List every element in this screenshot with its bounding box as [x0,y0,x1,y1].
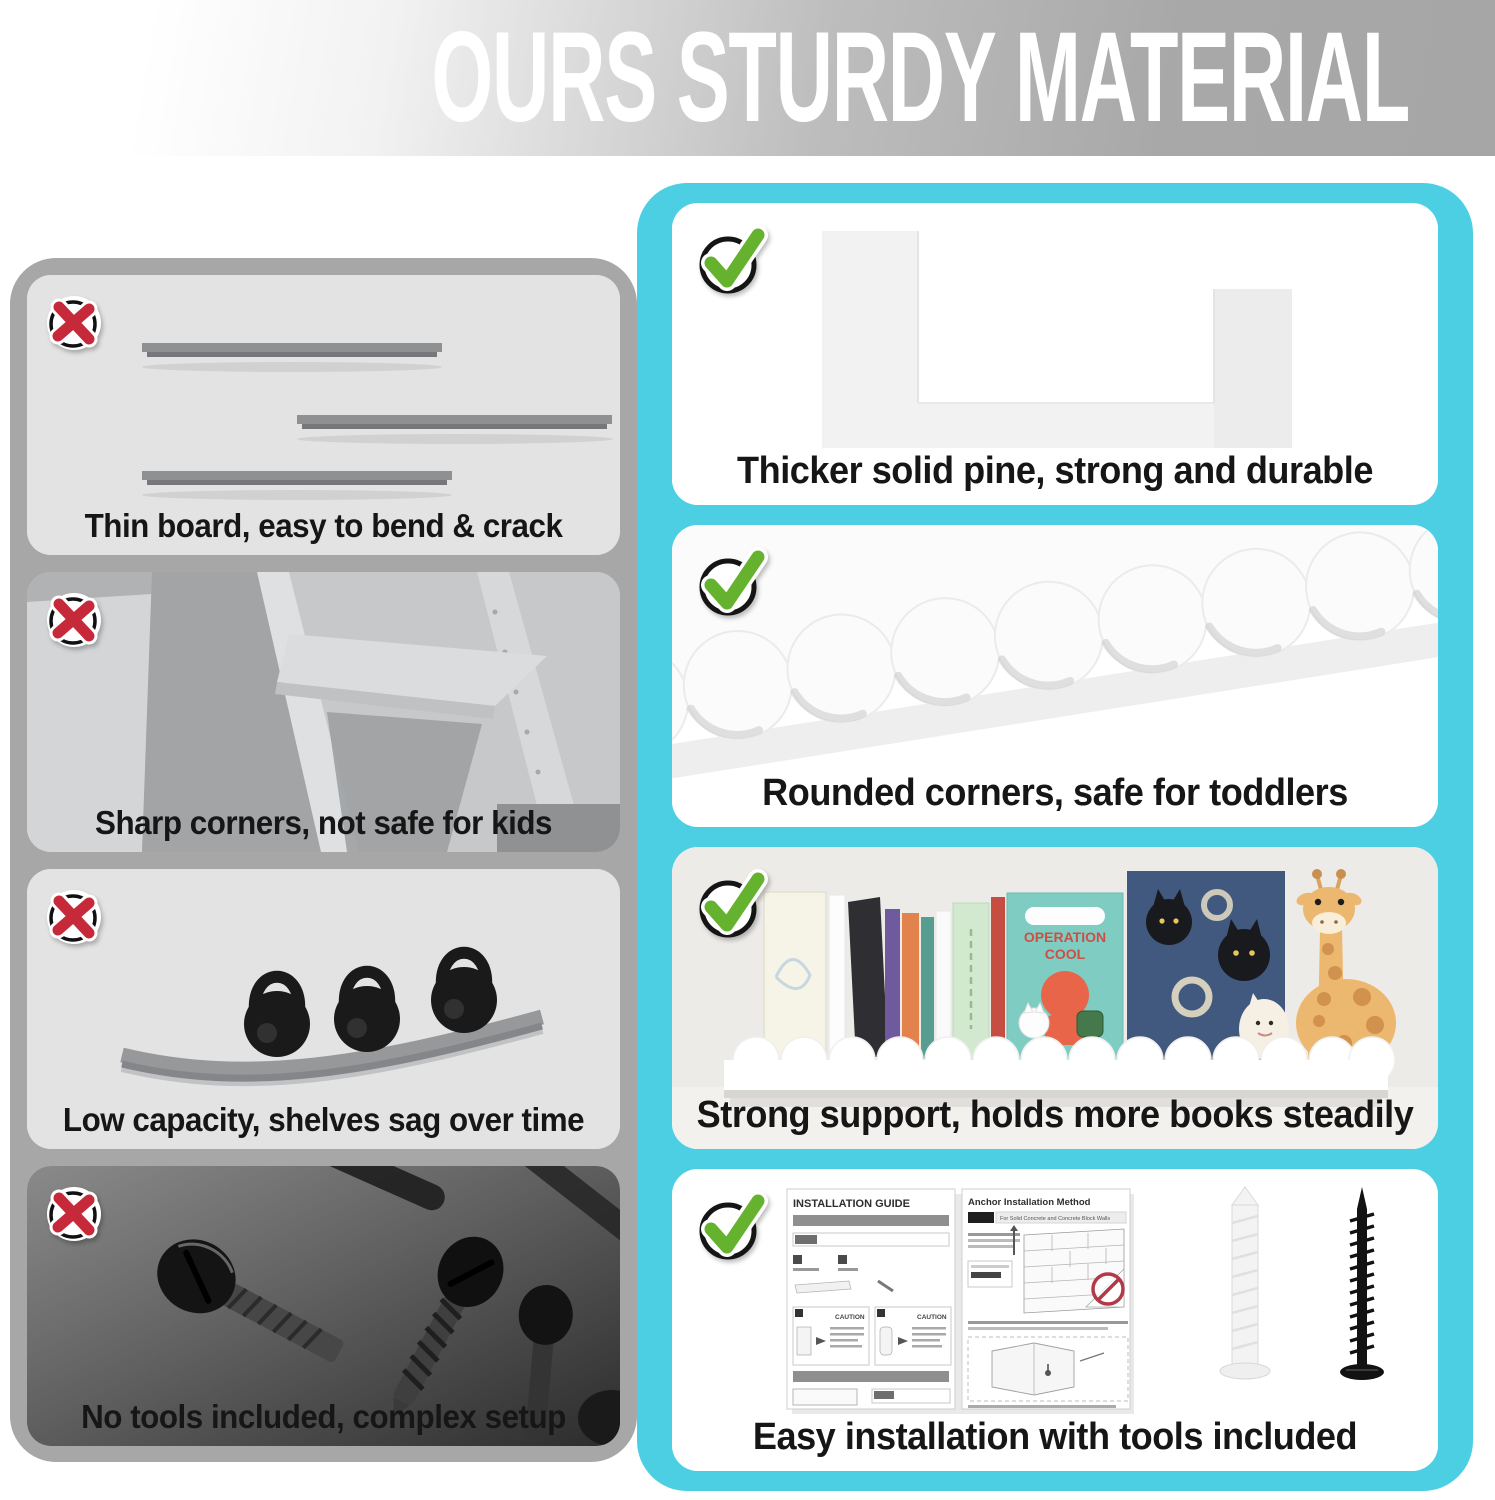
check-icon [694,543,774,623]
cat-picture-book [1127,871,1289,1061]
book-title-line1: OPERATION [1023,929,1107,945]
guide-page1-title: INSTALLATION GUIDE [793,1198,910,1210]
cons-column [10,258,637,1462]
caution-label-2: CAUTION [917,1314,947,1321]
pros-column [637,183,1473,1491]
cross-icon [43,289,109,355]
check-icon [694,221,774,301]
con-panel-no-tools [27,1166,620,1446]
header-title-wrap [370,0,1470,156]
pro-panel-strong-support [672,847,1438,1149]
pro-panel-easy-installation [672,1169,1438,1471]
con-panel-thin-board [27,275,620,555]
guide-page2-subtitle: For Solid Concrete and Concrete Block Walls [1000,1216,1111,1222]
con-caption-low-capacity: Low capacity, shelves sag over time [62,1101,585,1138]
con-panel-sharp-corners [27,572,620,852]
pro-panel-rounded-corners [672,525,1438,827]
cross-icon [43,883,109,949]
guide-page-1 [787,1189,955,1409]
pro-caption-easy-installation: Easy installation with tools included [752,1416,1358,1458]
con-caption-sharp-corners: Sharp corners, not safe for kids [95,804,552,841]
cross-icon [43,1180,109,1246]
pro-caption-solid-pine: Thicker solid pine, strong and durable [737,450,1373,492]
operation-cool-book [1007,893,1123,1059]
pro-caption-rounded-corners: Rounded corners, safe for toddlers [762,772,1348,814]
caution-label-1: CAUTION [835,1314,865,1321]
page-title: OURS STURDY MATERIAL [431,6,1409,149]
pro-caption-strong-support: Strong support, holds more books steadily [696,1094,1414,1136]
guide-page2-title: Anchor Installation Method [968,1197,1091,1208]
pro-panel-solid-pine [672,203,1438,505]
check-icon [694,865,774,945]
book-title-line2: COOL [1044,946,1086,962]
guide-page-2 [962,1189,1130,1409]
header-banner [0,0,1495,156]
con-panel-low-capacity [27,869,620,1149]
cross-icon [43,586,109,652]
check-icon [694,1187,774,1267]
con-caption-no-tools: No tools included, complex setup [81,1398,566,1435]
con-caption-thin-board: Thin board, easy to bend & crack [84,507,563,544]
